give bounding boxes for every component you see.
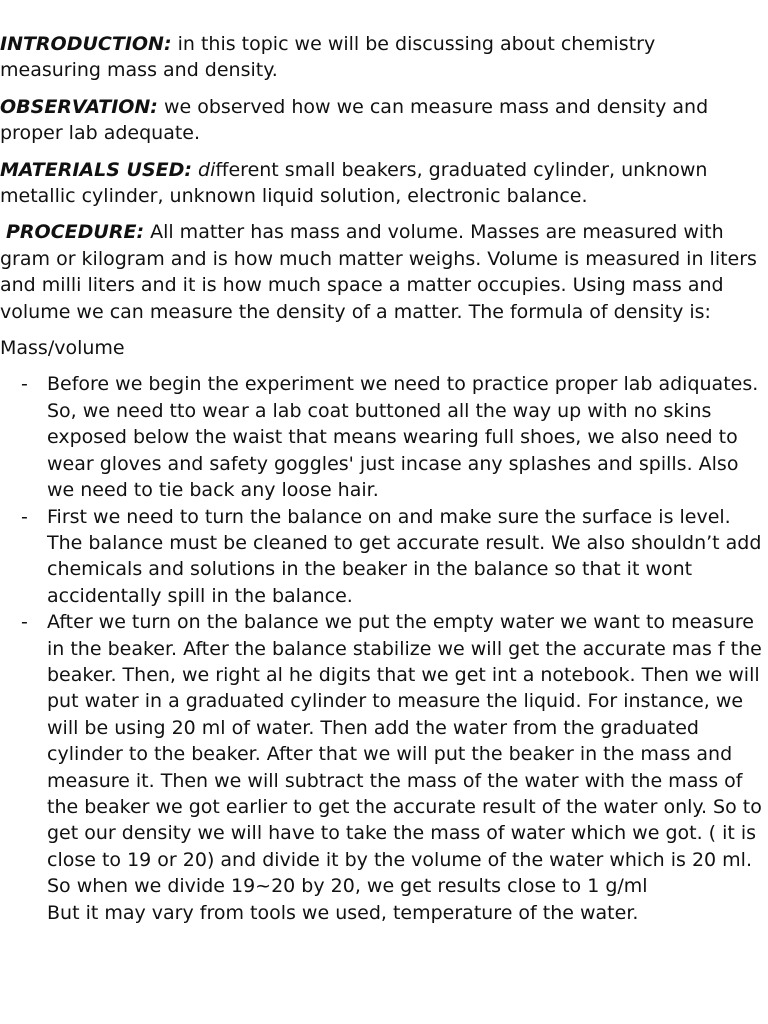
introduction-label: INTRODUCTION:: [0, 33, 172, 55]
materials-label: MATERIALS USED:: [0, 158, 193, 181]
list-item-text: Before we begin the experiment we need to practice proper lab adiquates. So, we need tto wear a lab coat buttoned all the way up with no skins exposed below the waist that means wearing full shoes, we also need to wear gloves and safety goggles' just incase any splashes and spills. Also we need to tie back any loose hair.: [47, 373, 759, 502]
procedure-steps-list: [0, 371, 762, 899]
procedure-label: PROCEDURE:: [6, 221, 145, 244]
procedure-text: All matter has mass and volume. Masses are measured with gram or kilogram and is how much matter weighs. Volume is measured in liters and milli liters and it is how much space a matter occupies. Using mass and volume we can measure the density of a matter. The formula of density is:: [0, 221, 757, 323]
list-marker: -: [21, 505, 28, 528]
document-page: [0, 31, 762, 926]
observation-paragraph: [0, 94, 762, 147]
list-item: [0, 504, 762, 610]
observation-text: we observed how we can measure mass and density and proper lab adequate.: [0, 95, 709, 145]
introduction-paragraph: [0, 31, 762, 84]
introduction-text: in this topic we will be discussing about chemistry measuring mass and density.: [0, 33, 656, 82]
procedure-paragraph: [0, 219, 762, 325]
list-item: [0, 609, 762, 899]
observation-label: OBSERVATION:: [0, 95, 158, 118]
materials-text-italic: di: [192, 158, 216, 181]
materials-paragraph: [0, 157, 762, 210]
density-formula: Mass/volume: [0, 337, 125, 360]
list-item-text: First we need to turn the balance on and make sure the surface is level. The balance must be cleaned to get accurate result. We also shouldn’t add chemicals and solutions in the beaker in the balance so that it wont accidentally spill in the balance.: [47, 505, 762, 607]
list-item: [0, 371, 762, 503]
list-marker: -: [21, 373, 28, 396]
materials-text: fferent small beakers, graduated cylinder, unknown metallic cylinder, unknown liquid solution, electronic balance.: [0, 158, 708, 208]
list-item-text: After we turn on the balance we put the empty water we want to measure in the beaker. After the balance stabilize we will get the accurate mas f the beaker. Then, we right al he digits that we get int a notebook. Then we will put water in a graduated cylinder to measure the liquid. For instance, we will be using 20 ml of water. Then add the water from the graduated cylinder to the beaker. After that we will put the beaker in the mass and measure it. Then we will subtract the mass of the water with the mass of the beaker we got earlier to get the accurate result of the water only. So to get our density we will have to take the mass of water which we got. ( it is close to 19 or 20) and divide it by the volume of the water which is 20 ml. So when we divide 19~20 by 20, we get results close to 1 g/ml: [47, 611, 762, 898]
list-marker: -: [21, 611, 28, 634]
closing-note: But it may vary from tools we used, temperature of the water.: [47, 901, 639, 924]
